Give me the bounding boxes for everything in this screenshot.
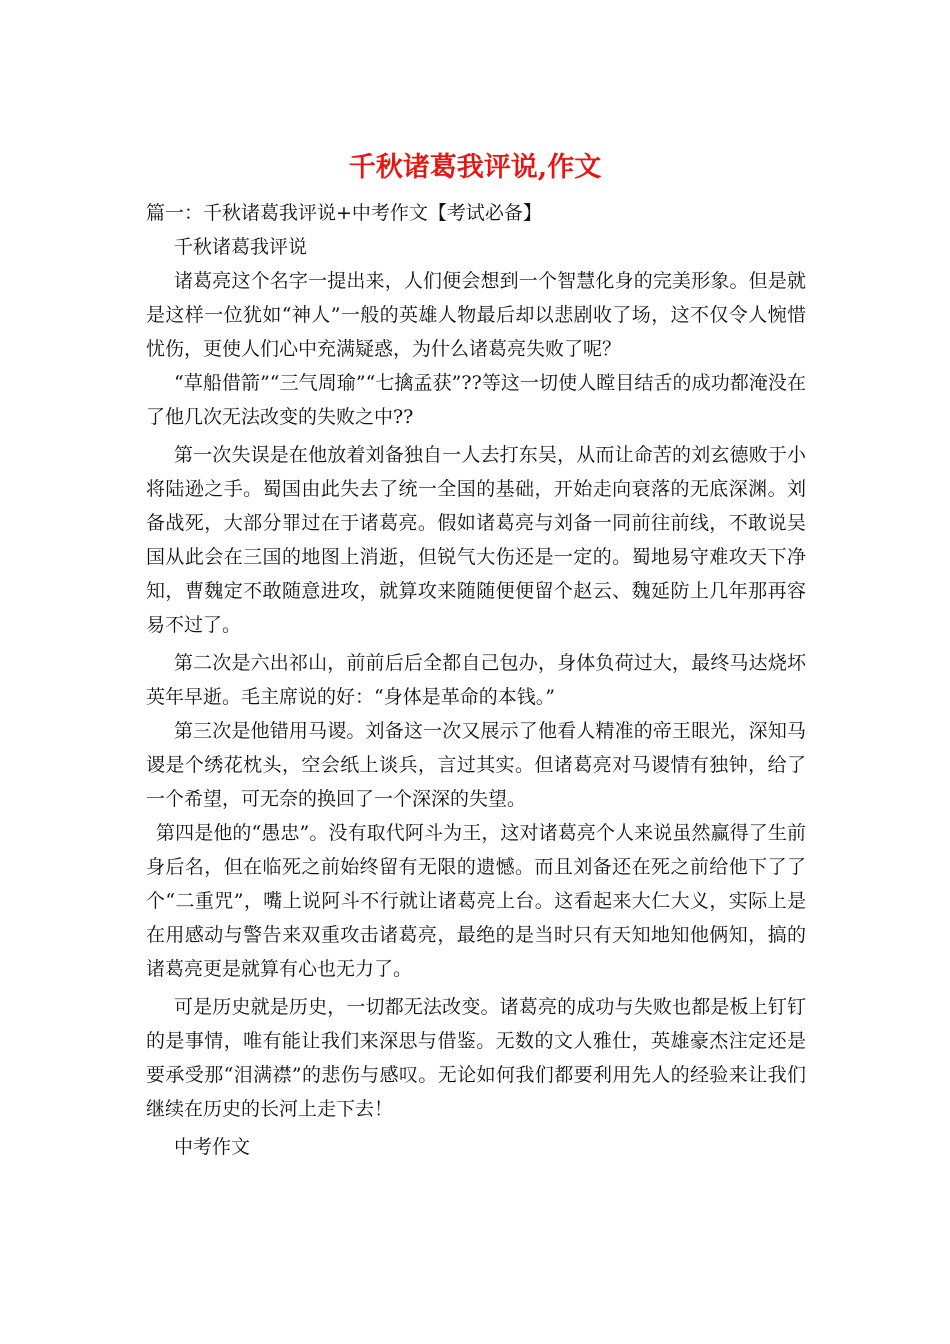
paragraph-successes: “草船借箭”“三气周瑜”“七擒孟获”??等这一切使人瞠目结舌的成功都淹没在了他几次无法改变的失败之中?? (146, 372, 806, 428)
essay-title: 千秋诸葛我评说 (174, 236, 308, 258)
paragraph-third-mistake: 第三次是他错用马谡。刘备这一次又展示了他看人精准的帝王眼光，深知马谡是个绣花枕头，空会纸上谈兵，言过其实。但诸葛亮对马谡情有独钟，给了一个希望，可无奈的换回了一个深深的失望。 (146, 720, 806, 810)
paragraph-intro: 诸葛亮这个名字一提出来，人们便会想到一个智慧化身的完美形象。但是就是这样一位犹如“神人”一般的英雄人物最后却以悲剧收了场，这不仅令人惋惜忧伤，更使人们心中充满疑惑，为什么诸葛亮失败了呢？ (146, 270, 806, 360)
paragraph-second-mistake: 第二次是六出祁山，前前后后全都自己包办，身体负荷过大，最终马达烧坏英年早逝。毛主席说的好：“身体是革命的本钱。” (146, 652, 806, 708)
document-title: 千秋诸葛我评说,作文 (348, 152, 602, 183)
section-heading: 篇一：千秋诸葛我评说+中考作文【考试必备】 (146, 202, 542, 224)
closing-label: 中考作文 (174, 1136, 251, 1158)
paragraph-fourth-mistake: 第四是他的“愚忠”。没有取代阿斗为王，这对诸葛亮个人来说虽然赢得了生前身后名，但在临死之前始终留有无限的遗憾。而且刘备还在死之前给他下了了个“二重咒”，嘴上说阿斗不行就让诸葛亮上台。这看起来大仁大义，实际上是在用感动与警告来双重攻击诸葛亮，最绝的是当时只有天知地知他俩知，搞的诸葛亮更是就算有心也无力了。 (146, 822, 806, 980)
document-body (146, 196, 806, 1164)
paragraph-conclusion: 可是历史就是历史，一切都无法改变。诸葛亮的成功与失败也都是板上钉钉的是事情，唯有能让我们来深思与借鉴。无数的文人雅仕，英雄豪杰注定还是要承受那“泪满襟”的悲伤与感叹。无论如何我们都要利用先人的经验来让我们继续在历史的长河上走下去！ (146, 996, 806, 1120)
paragraph-first-mistake: 第一次失误是在他放着刘备独自一人去打东吴，从而让命苦的刘玄德败于小将陆逊之手。蜀国由此失去了统一全国的基础，开始走向衰落的无底深渊。刘备战死，大部分罪过在于诸葛亮。假如诸葛亮与刘备一同前往前线，不敢说吴国从此会在三国的地图上消逝，但锐气大伤还是一定的。蜀地易守难攻天下净知，曹魏定不敢随意进攻，就算攻来随随便便留个赵云、魏延防上几年那再容易不过了。 (146, 444, 806, 636)
